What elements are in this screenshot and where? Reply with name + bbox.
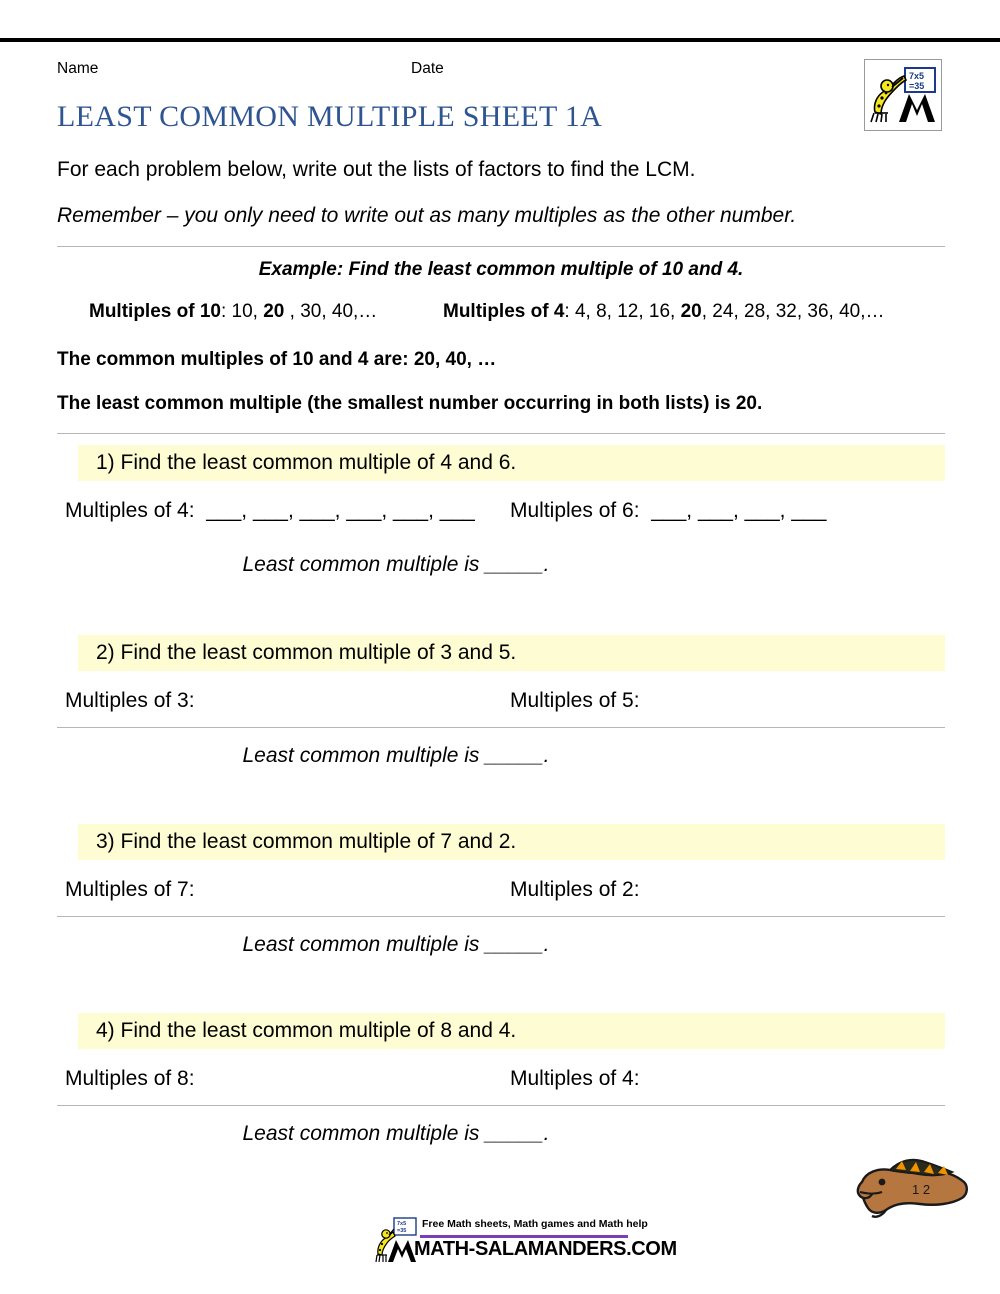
question-block-3 (57, 824, 945, 957)
question-3-band (78, 824, 945, 860)
question-4-band (78, 1013, 945, 1049)
date-label: Date (411, 60, 444, 77)
question-4-prompt: 4) Find the least common multiple of 8 and 4. (96, 1019, 517, 1042)
question-1-left (65, 499, 475, 523)
salamander-svg (856, 1148, 976, 1220)
question-1-left-blanks[interactable]: ___, ___, ___, ___, ___, ___ (206, 499, 475, 522)
divider-below-example (57, 433, 945, 434)
question-1-prompt: 1) Find the least common multiple of 4 and 6. (96, 451, 517, 474)
question-1-band (78, 445, 945, 481)
instruction-line-2: Remember – you only need to write out as many multiples as the other number. (57, 204, 797, 227)
question-4-right (510, 1067, 640, 1091)
question-2-answer-line[interactable]: Least common multiple is _____. (242, 744, 550, 767)
question-4-left (65, 1067, 195, 1091)
divider-above-example (57, 246, 945, 247)
top-border-rule (0, 38, 1000, 42)
worksheet-content (57, 52, 945, 1146)
salamander-marking: 1 2 (912, 1182, 931, 1197)
question-1-answer-line[interactable]: Least common multiple is _____. (242, 553, 550, 576)
question-1-right-blanks[interactable]: ___, ___, ___, ___ (651, 499, 827, 522)
example-title: Example: Find the least common multiple of 10 and 4. (258, 259, 744, 280)
question-2-prompt: 2) Find the least common multiple of 3 and 5. (96, 641, 517, 664)
question-2-right (510, 689, 640, 713)
page-title: LEAST COMMON MULTIPLE SHEET 1A (57, 100, 603, 133)
question-2-left (65, 689, 195, 713)
example-list-a-prefix: : 10, (220, 301, 264, 322)
example-lists (57, 301, 945, 327)
question-3-answer-line[interactable]: Least common multiple is _____. (242, 933, 550, 956)
example-list-a-suffix: , 30, 40,… (284, 301, 378, 322)
example-list-b (443, 301, 885, 323)
example-list-b-bold: 20 (680, 301, 702, 322)
example-list-a-bold: 20 (263, 301, 285, 322)
svg-text:=35: =35 (397, 1228, 407, 1234)
svg-text:7x5: 7x5 (909, 71, 925, 81)
question-2-left-label: Multiples of 3: (65, 689, 195, 712)
footer-url[interactable]: MATH-SALAMANDERS.COM (414, 1238, 677, 1260)
question-4-right-label: Multiples of 4: (510, 1067, 640, 1090)
svg-text:=35: =35 (909, 81, 925, 91)
question-2-band (78, 635, 945, 671)
example-list-b-suffix: , 24, 28, 32, 36, 40,… (701, 301, 885, 322)
footer-tagline: Free Math sheets, Math games and Math help (422, 1218, 648, 1230)
footer-salamander-icon (374, 1216, 418, 1266)
question-3-left-label: Multiples of 7: (65, 878, 195, 901)
name-label: Name (57, 60, 99, 77)
svg-text:7x5: 7x5 (397, 1221, 407, 1227)
question-2-multiples-row[interactable] (57, 683, 945, 728)
question-2-right-label: Multiples of 5: (510, 689, 640, 712)
name-date-row (57, 52, 945, 86)
question-block-4 (57, 1013, 945, 1146)
instruction-line-1: For each problem below, write out the lists of factors to find the LCM. (57, 158, 696, 181)
question-4-multiples-row[interactable] (57, 1061, 945, 1106)
example-list-b-prefix: : 4, 8, 12, 16, (564, 301, 681, 322)
question-3-right (510, 878, 640, 902)
question-3-left (65, 878, 195, 902)
question-3-prompt: 3) Find the least common multiple of 7 and 2. (96, 830, 517, 853)
example-lcm-statement: The least common multiple (the smallest number occurring in both lists) is 20. (57, 393, 763, 414)
question-4-left-label: Multiples of 8: (65, 1067, 195, 1090)
example-list-a-label: Multiples of 10 (89, 301, 221, 322)
salamander-illustration (856, 1148, 976, 1220)
question-1-right (510, 499, 826, 523)
question-block-1 (57, 445, 945, 577)
question-4-answer-line[interactable]: Least common multiple is _____. (242, 1122, 550, 1145)
example-list-b-label: Multiples of 4 (443, 301, 565, 322)
example-list-a (89, 301, 377, 323)
question-3-right-label: Multiples of 2: (510, 878, 640, 901)
question-3-multiples-row[interactable] (57, 872, 945, 917)
question-block-2 (57, 635, 945, 768)
example-common-multiples: The common multiples of 10 and 4 are: 20, 40, … (57, 349, 497, 370)
question-1-multiples-row (57, 493, 945, 537)
footer-logo[interactable] (374, 1216, 677, 1268)
question-1-left-label: Multiples of 4: (65, 499, 195, 522)
question-1-right-label: Multiples of 6: (510, 499, 640, 522)
